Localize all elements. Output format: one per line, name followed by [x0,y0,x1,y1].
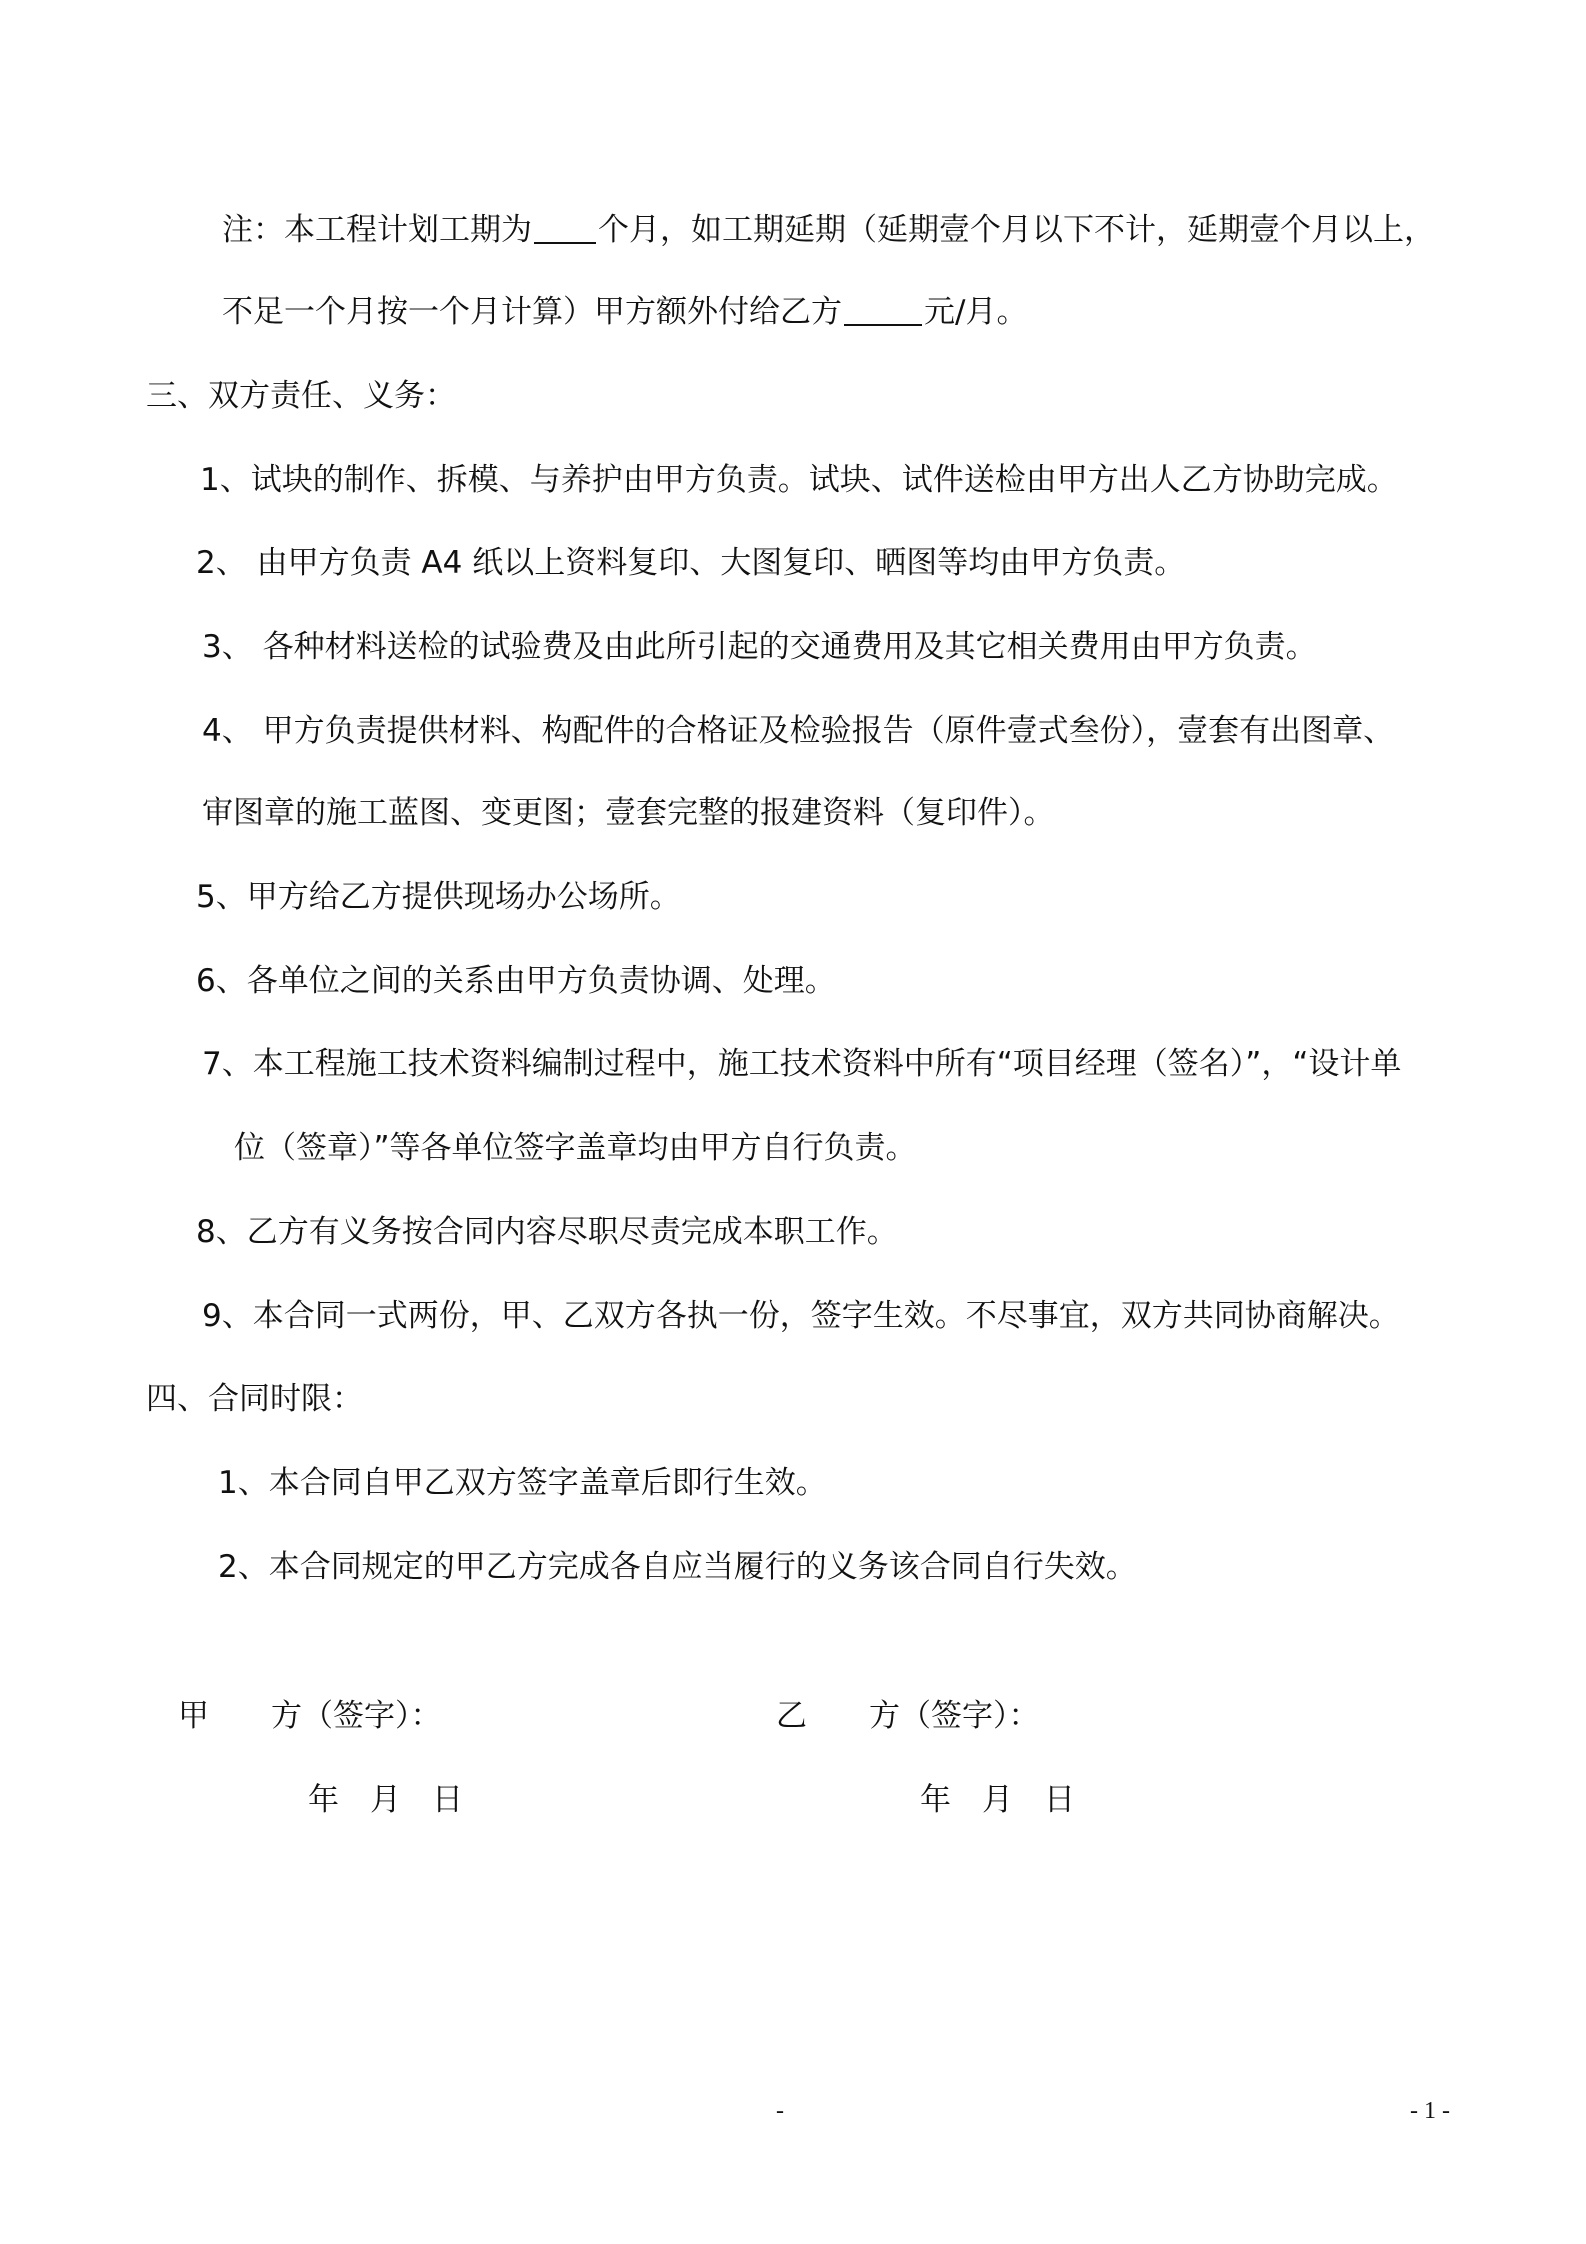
party-b-signature-label: 乙 方（签字）： [776,1698,1040,1734]
note-text: 个月，如工期延期（延期壹个月以下不计，延期壹个月以上， [598,212,1435,248]
note-text: 注：本工程计划工期为 [222,212,532,248]
section-heading: 四、合同时限： [146,1381,363,1417]
note-line-2 [222,292,1027,332]
clause-item: 9、本合同一式两份，甲、乙双方各执一份，签字生效。不尽事宜，双方共同协商解决。 [202,1298,1400,1334]
party-b-date: 年 月 日 [920,1782,1075,1818]
note-line-1 [222,210,1435,250]
note-text: 元/月。 [924,294,1028,330]
amount-blank [844,294,922,326]
party-a-date: 年 月 日 [308,1782,463,1818]
clause-item-continuation: 位（签章）”等各单位签字盖章均由甲方自行负责。 [234,1130,917,1166]
clause-item: 3、 各种材料送检的试验费及由此所引起的交通费用及其它相关费用由甲方负责。 [202,629,1317,665]
note-text: 不足一个月按一个月计算）甲方额外付给乙方 [222,294,842,330]
clause-item: 1、本合同自甲乙双方签字盖章后即行生效。 [218,1465,827,1501]
footer-center-mark: - [776,2098,784,2124]
months-blank [534,212,596,244]
clause-item: 2、 由甲方负责 A4 纸以上资料复印、大图复印、晒图等均由甲方负责。 [196,545,1186,581]
clause-item: 7、本工程施工技术资料编制过程中，施工技术资料中所有“项目经理（签名）”，“设计单 [202,1046,1402,1082]
clause-item: 1、试块的制作、拆模、与养护由甲方负责。试块、试件送检由甲方出人乙方协助完成。 [200,462,1398,498]
party-a-signature-label: 甲 方（签字）： [178,1698,442,1734]
clause-item: 4、 甲方负责提供材料、构配件的合格证及检验报告（原件壹式叁份），壹套有出图章、 [202,713,1395,749]
clause-item: 6、各单位之间的关系由甲方负责协调、处理。 [196,963,836,999]
section-heading: 三、双方责任、义务： [146,378,456,414]
clause-item: 5、甲方给乙方提供现场办公场所。 [196,879,681,915]
clause-item-continuation: 审图章的施工蓝图、变更图；壹套完整的报建资料（复印件）。 [202,795,1055,831]
clause-item: 8、乙方有义务按合同内容尽职尽责完成本职工作。 [196,1214,898,1250]
clause-item: 2、本合同规定的甲乙方完成各自应当履行的义务该合同自行失效。 [218,1549,1137,1585]
page-number: - 1 - [1410,2098,1450,2124]
